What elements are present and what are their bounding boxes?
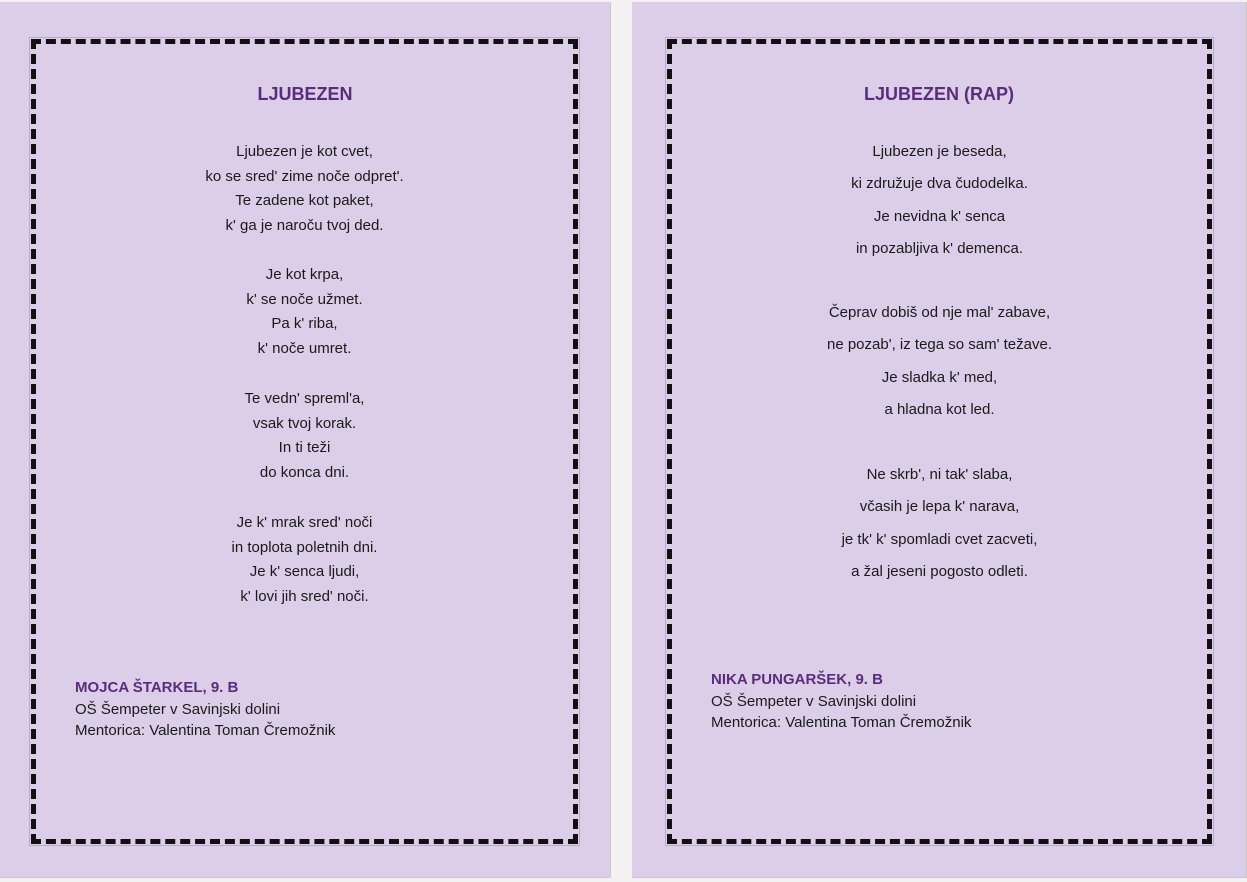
poem-line: In ti teži (278, 439, 331, 457)
mentor-name: Mentorica: Valentina Toman Čremožnik (75, 722, 336, 739)
poem-line: Te zadene kot paket, (235, 192, 374, 210)
poem-line: ki združuje dva čudodelka. (851, 175, 1028, 193)
poem-line: in toplota poletnih dni. (231, 538, 378, 556)
poem-line: je tk' k' spomladi cvet zacveti, (841, 530, 1038, 548)
poem-line: Je kot krpa, (265, 266, 344, 283)
signature-block (711, 669, 971, 734)
poem-title: LJUBEZEN (257, 84, 353, 104)
poem-line: ne pozab', iz tega so sam' težave. (826, 336, 1053, 354)
poem-line: a hladna kot led. (884, 400, 995, 418)
poem-line: vsak tvoj korak. (252, 414, 357, 432)
poem-line: Čeprav dobiš od nje mal' zabave, (828, 304, 1051, 321)
poem-line: Ljubezen je beseda, (872, 143, 1007, 160)
signature-block (75, 677, 335, 742)
poem-line: Ne skrb', ni tak' slaba, (866, 466, 1013, 483)
author-name: MOJCA ŠTARKEL, 9. B (75, 679, 239, 696)
poem-line: k' noče umret. (257, 340, 352, 358)
poem-line: a žal jeseni pogosto odleti. (851, 562, 1028, 580)
poem-line: včasih je lepa k' narava, (859, 498, 1020, 516)
poem-line: ko se sred' zime noče odpret'. (205, 167, 404, 185)
school-name: OŠ Šempeter v Savinjski dolini (711, 692, 917, 710)
poem-line: Je k' mrak sred' noči (236, 514, 373, 531)
stanza (0, 263, 609, 362)
mentor-name: Mentorica: Valentina Toman Čremožnik (711, 714, 972, 731)
poem-line: k' se noče užmet. (246, 290, 363, 308)
page-left (0, 2, 611, 878)
poem-line: k' ga je naroču tvoj ded. (225, 217, 384, 235)
stanza (632, 297, 1247, 426)
poem-line: Je sladka k' med, (881, 368, 998, 386)
poem-line: Te vedn' spreml'a, (244, 390, 365, 407)
stanza (632, 136, 1247, 265)
stanza (0, 140, 609, 239)
poem-line: Je k' senca ljudi, (249, 563, 360, 581)
poem-title: LJUBEZEN (RAP) (863, 84, 1014, 104)
stanza (632, 459, 1247, 588)
stanza (0, 387, 609, 486)
poem-line: Je nevidna k' senca (873, 207, 1006, 225)
author-name: NIKA PUNGARŠEK, 9. B (711, 671, 883, 688)
page-right (632, 2, 1247, 878)
poem-line: in pozabljiva k' demenca. (855, 239, 1024, 257)
stanza (0, 511, 609, 610)
poem-line: Pa k' riba, (271, 315, 338, 333)
poem-line: Ljubezen je kot cvet, (236, 143, 373, 160)
poem-line: k' lovi jih sred' noči. (240, 588, 369, 606)
school-name: OŠ Šempeter v Savinjski dolini (75, 700, 281, 718)
poem-line: do konca dni. (259, 464, 350, 482)
